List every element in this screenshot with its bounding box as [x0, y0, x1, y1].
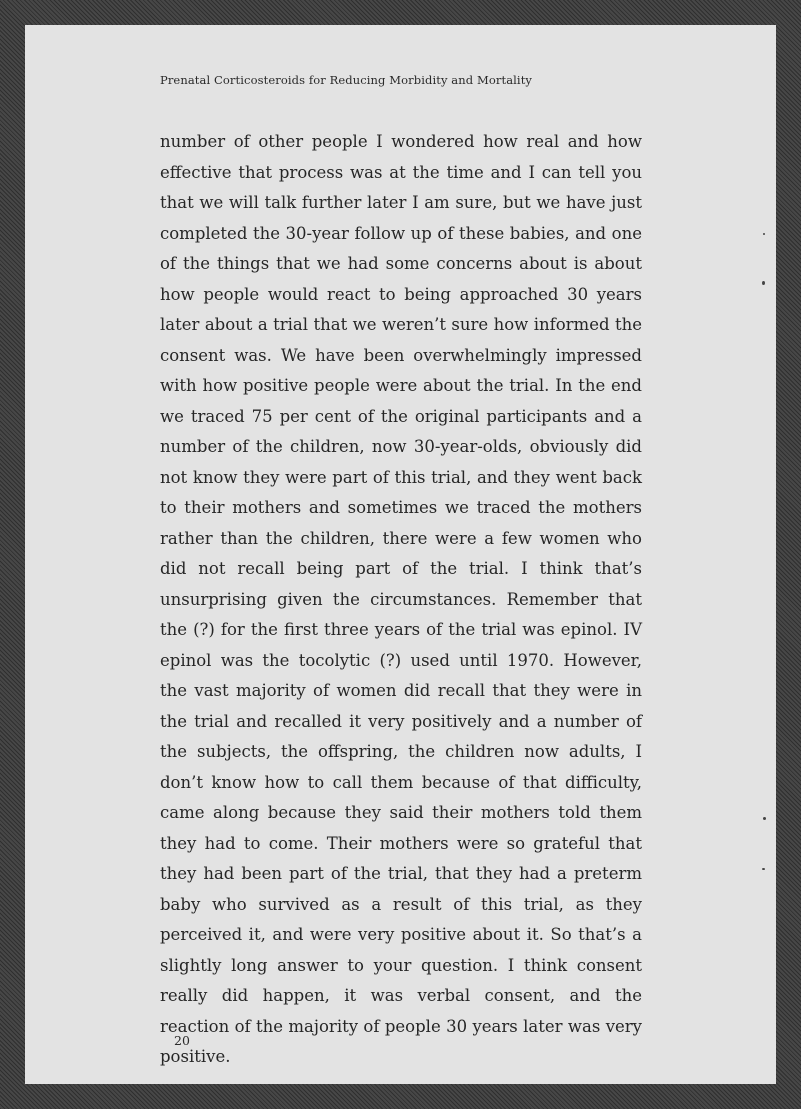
running-head: Prenatal Corticosteroids for Reducing Morbidity and Mortality — [160, 73, 533, 87]
scan-speck — [762, 281, 765, 285]
scan-speck — [763, 233, 765, 235]
scan-speck — [763, 817, 766, 820]
page-number: 20 — [174, 1033, 190, 1048]
body-text — [160, 127, 642, 1073]
body-paragraph: number of other people I wondered how real and how effective that process was at the time and I can tell you that we will talk further later I am sure, but we have just completed the 30-year follow up of these babies, and one of the things that we had some concerns about is about how people would react to being approached 30 years later about a trial that we weren’t sure how informed the consent was. We have been overwhelmingly impressed with how positive people were about the trial. In the end we traced 75 per cent of the original participants and a number of the children, now 30-year-olds, obviously did not know they were part of this trial, and they went back to their mothers and sometimes we traced the mothers rather than the children, there were a few women who did not recall being part of the trial. I think that’s unsurprising given the circumstances. Remember that the (?) for the first three years of the trial was epinol. IV epinol was the tocolytic (?) used until 1970. However, the vast majority of women did recall that they were in the trial and recalled it very positively and a number of the subjects, the offspring, the children now adults, I don’t know how to call them because of that difficulty, came along because they said their mothers told them they had to come. Their mothers were so grateful that they had been part of the trial, that they had a preterm baby who survived as a result of this trial, as they perceived it, and were very positive about it. So that’s a slightly long answer to your question. I think consent really did happen, it was verbal consent, and the reaction of the majority of people 30 years later was very positive. — [160, 132, 642, 1066]
scan-speck — [762, 868, 765, 870]
document-page — [25, 25, 776, 1084]
